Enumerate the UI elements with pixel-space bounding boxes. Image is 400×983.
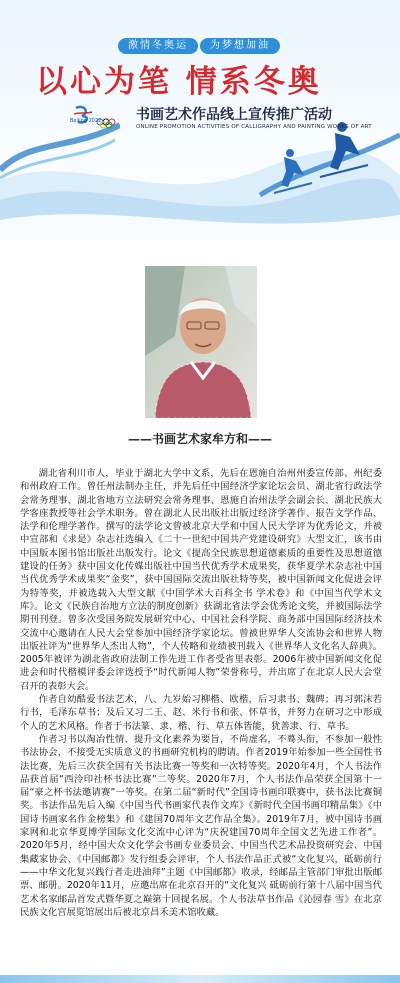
main-title: 以心为笔 情系冬奥 [36, 64, 322, 100]
activity-title: 书画艺术作品线上宣传推广活动 [136, 107, 332, 123]
header-banner [0, 0, 400, 240]
logo-text: Beijing 2022 [70, 118, 102, 124]
bio-paragraph: 作者习书以淘冶性情、提升文化素养为要旨，不尚虚名，不蓦头衔，不参加一般性书法协会，不接受无实质意义的书画研究机构的聘请。作者2019年始参加一些全国性书法比赛，先后三次获全国有关书法比赛一等奖和一次特等奖。2020年4月，个人书法作品获首届“西泠印社杯书法比赛”二等奖。2020年7月，个人书法作品荣获全国第十一届“豪之杯书法邀请赛”一等奖。在第二届“新时代”全国诗书画印联赛中，获书法比赛铜奖。书法作品先后入编《中国当代书画家代表作文库》《新时代全国书画印精品集》《中国诗书画家名作金榜集》和《建国70周年文艺作品全集》。2019年7月，被中国诗书画家网和北京华夏博学国际文化交流中心评为“庆祝建国70周年全国文艺先进工作者”。2020年5月，经中国大众文化学会书画专业委员会、中国当代艺术品投资研究会、中国集藏家协会、《中国邮都》发行组委会评审，个人书法作品正式被“文化复兴，砥砺前行——中华文化复兴践行者走进油拜”主题《中国邮都》收录，经邮品主管部门审批出版邮票、邮册。2020年11月，应邀出席在北京召开的“文化复兴 砥砺前行第十八届中国当代艺术名家邮品首发式暨华夏之巅第十回提名展。个人书法草书作品《沁园春 雪》在北京民族文化宫展览馆展出后被北京昌禾美术馆收藏。 [20, 733, 382, 918]
artist-photo [145, 266, 257, 418]
bio-paragraph: 湖北省利川市人，毕业于湖北大学中文系，先后在恩施自治州州委宣传部、州纪委和州政府工作。曾任州法制办主任，并先后任中国经济学家论坛会员、湖北省行政法学会常务理事、湖北省地方立法研究会常务理事、恩施自治州法学会副会长、湖北民族大学客座教授等社会学术职务。曾在湖北人民出版社出版过经济学著作、报告文学作品、法学和伦理学著作。撰写的法学论文曾被北京大学和中国人民大学评为优秀论文，并被中宣部和《求是》杂志社选编入《二十一世纪中国共产党建设研究》大型文汇，该书由中国版本图书馆出版社出版发行。论文《提高全民族思想道德素质的重要性及思想道德建设的任务》获中国文化传媒出版社中国当代优秀学术成果奖，获华夏学术杂志社中国当代优秀学术成果奖“金奖”，获中国国际交流出版社特等奖，被中国新闻文化促进会评为特等奖，并被选载入大型文献《中国学术大百科全书 学术卷》和《中国当代学术文库》。论文《民族自治地方立法的制度创新》获湖北省法学会优秀论文奖，并被国际法学期刊刊登。曾多次受国务院发展研究中心、中国社会科学院、商务部中国国际经济技术交流中心邀请在人民大会堂参加中国经济学家论坛。曾被世界华人交流协会和世界人物出版社评为“世界华人杰出人物”，个人传略和业绩被刊载入《世界华人文化名人辞典》。2005年被评为湖北省政府法制工作先进工作者受省里表彰。2006年被中国新闻文化促进会和时代楷模评委会评选授予“时代新闻人物”荣誉称号，并出席了在北京人民大会堂召开的表彰大会。 [20, 468, 382, 692]
olympic-logo [70, 102, 120, 132]
slogan-left: 激情冬奥运 [118, 38, 198, 54]
activity-subtitle: ONLINE PROMOTION ACTIVITIES OF CALLIGRAPHY AND PAINTING WORKS OF ART [136, 124, 372, 130]
bio-text [20, 467, 382, 919]
slogan-right: 为梦想加油 [200, 38, 280, 54]
bottom-decoration [0, 975, 400, 983]
artist-caption: ——书画艺术家牟方和—— [127, 432, 272, 446]
bio-paragraph: 作者自幼酷爱书法艺术，八、九岁始习柳楷、欧楷，后习隶书、魏碑；再习郭沫若行书，毛泽东草书；及后又习二王、赵、米行书和张、怀草书，并努力在研习之中形成个人的艺术风格。作者于书法篆、隶、楷、行、草五体皆能，犹善隶、行、草书。 [20, 694, 382, 732]
